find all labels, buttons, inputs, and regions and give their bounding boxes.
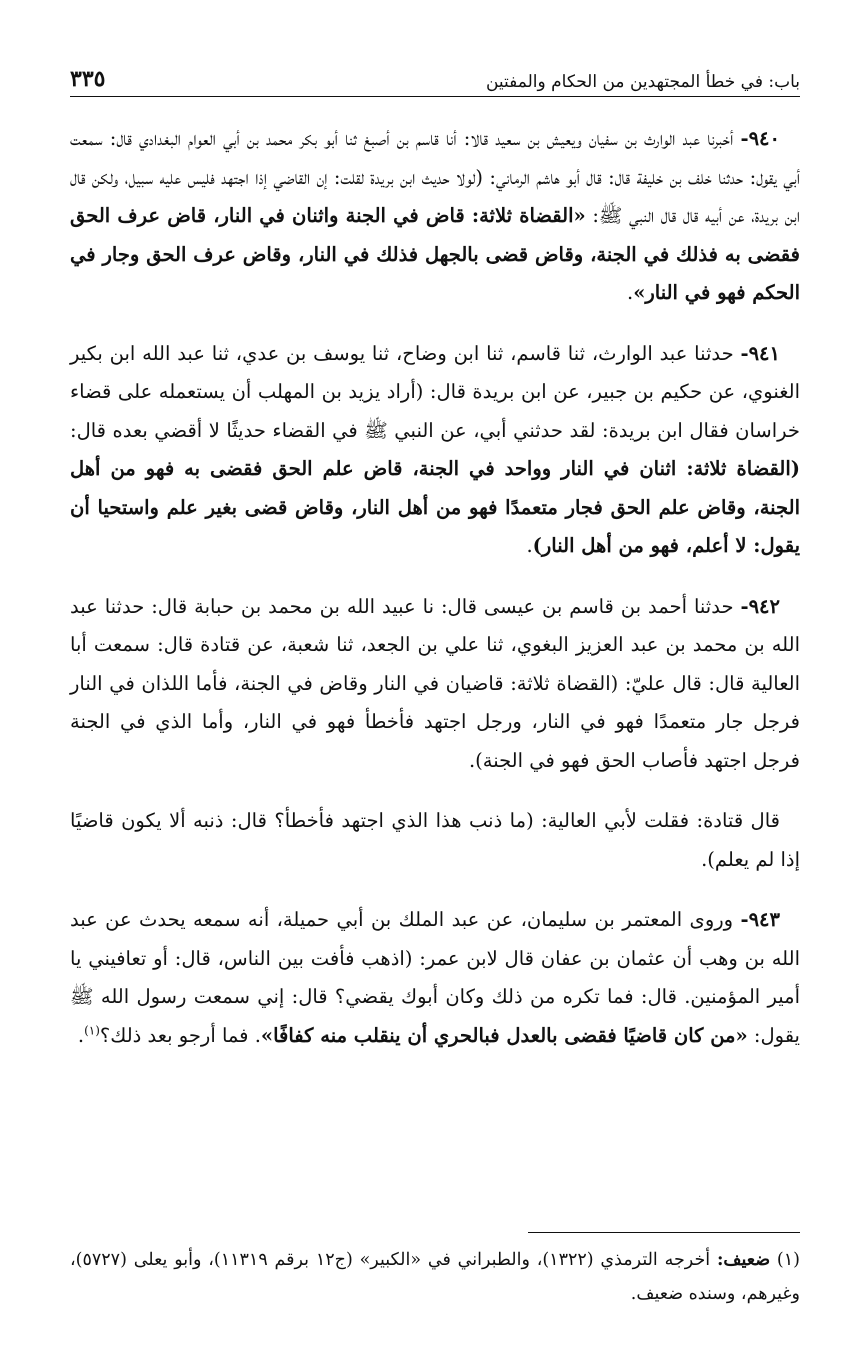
hadith-end: . <box>526 534 533 557</box>
note-text: قال قتادة: فقلت لأبي العالية: (ما ذنب هذا الذي اجتهد فأخطأ؟ قال: ذنبه ألا يكون قاضيًا إذا لم يعلم). <box>70 809 800 871</box>
hadith-end: . <box>626 281 634 304</box>
footnote-marker: (١) <box>770 1250 800 1270</box>
hadith-942 <box>70 588 800 781</box>
footnotes <box>70 1243 800 1311</box>
footnote-divider <box>528 1232 800 1233</box>
hadith-tail: . فما أرجو بعد ذلك؟ <box>99 1023 261 1047</box>
hadith-matn: «القضاة ثلاثة: قاض في الجنة واثنان في النار، قاض عرف الحق فقضى به فذلك في الجنة، وقاض قضى بالجهل فذلك في النار، وقاض عرف الحق وجار في الحكم فهو في النار» <box>70 204 800 304</box>
hadith-number: ٩٤٣- <box>740 908 780 931</box>
hadith-text: حدثنا أحمد بن قاسم بن عيسى قال: نا عبيد الله بن محمد بن حبابة قال: حدثنا عبد الله بن محمد بن عبد العزيز البغوي، ثنا علي بن الجعد، ثنا شعبة، عن قتادة قال: سمعت أبا العالية قال: قال عليّ: (القضاة ثلاثة: قاضيان في النار وقاض في الجنة، فأما اللذان في النار فرجل جار متعمدًا فهو في النار، ورجل اجتهد فأخطأ فهو في النار، وأما الذي في الجنة فرجل اجتهد فأصاب الحق فهو في الجنة). <box>70 594 800 772</box>
page-header <box>70 52 800 97</box>
main-text <box>70 120 800 1077</box>
hadith-isnad: وروى المعتمر بن سليمان، عن عبد الملك بن أبي حميلة، أنه سمعه يحدث عن عبد الله بن وهب أن عثمان بن عفان قال لابن عمر: (اذهب فأفت بين الناس، قال: أو تعافيني يا أمير المؤمنين. قال: فما تكره من ذلك وكان أبوك يقضي؟ قال: إني سمعت رسول الله ﷺ يقول: <box>70 908 800 1047</box>
hadith-number: ٩٤٢- <box>740 594 780 618</box>
hadith-number: ٩٤١- <box>740 341 780 365</box>
hadith-matn: «من كان قاضيًا فقضى بالعدل فبالحري أن ينقلب منه كفافًا» <box>260 1023 748 1047</box>
hadith-number: ٩٤٠- <box>740 127 780 150</box>
qatada-note <box>70 802 800 879</box>
hadith-matn: (القضاة ثلاثة: اثنان في النار وواحد في الجنة، قاض علم الحق فقضى به فهو من أهل الجنة، وقاض علم الحق فجار متعمدًا فهو من أهل النار، وقاض قضى بغير علم واستحيا أن يقول: لا أعلم، فهو من أهل النار) <box>70 457 800 557</box>
footnote-text: أخرجه الترمذي (١٣٢٢)، والطبراني في «الكبير» (ج١٢ برقم ١١٣١٩)، وأبو يعلى (٥٧٢٧)، وغيرهم، وسنده ضعيف. <box>70 1250 800 1304</box>
footnote-1 <box>70 1243 800 1311</box>
hadith-isnad: حدثنا عبد الوارث، ثنا قاسم، ثنا ابن وضاح، ثنا يوسف بن عدي، ثنا عبد الله ابن بكير الغنوي، عن حكيم بن جبير، عن ابن بريدة قال: (أراد يزيد بن المهلب أن يستعمله على قضاء خراسان فقال ابن بريدة: لقد حدثني أبي، عن النبي ﷺ في القضاء حديثًا لا أقضي بعده قال: <box>70 341 800 442</box>
hadith-isnad: أخبرنا عبد الوارث بن سفيان ويعيش بن سعيد قالا: أنا قاسم بن أصبغ ثنا أبو بكر محمد بن أبي العوام البغدادي قال: سمعت أبي يقول: حدثنا خلف بن خليفة قال: قال أبو هاشم الرماني: (لولا حديث ابن بريدة لقلت: إن القاضي إذا اجتهد فليس عليه سبيل، ولكن قال ابن بريدة، عن أبيه قال قال النبي ﷺ: <box>70 127 800 227</box>
hadith-941 <box>70 335 800 566</box>
hadith-end: . <box>77 1023 85 1047</box>
hadith-943 <box>70 901 800 1055</box>
footnote-grade: ضعيف: <box>716 1250 771 1270</box>
running-title: باب: في خطأ المجتهدين من الحكام والمفتين <box>485 72 800 92</box>
footnote-reference: (١) <box>84 1023 100 1037</box>
hadith-940 <box>70 120 800 313</box>
page-number: ٣٣٥ <box>70 66 106 92</box>
